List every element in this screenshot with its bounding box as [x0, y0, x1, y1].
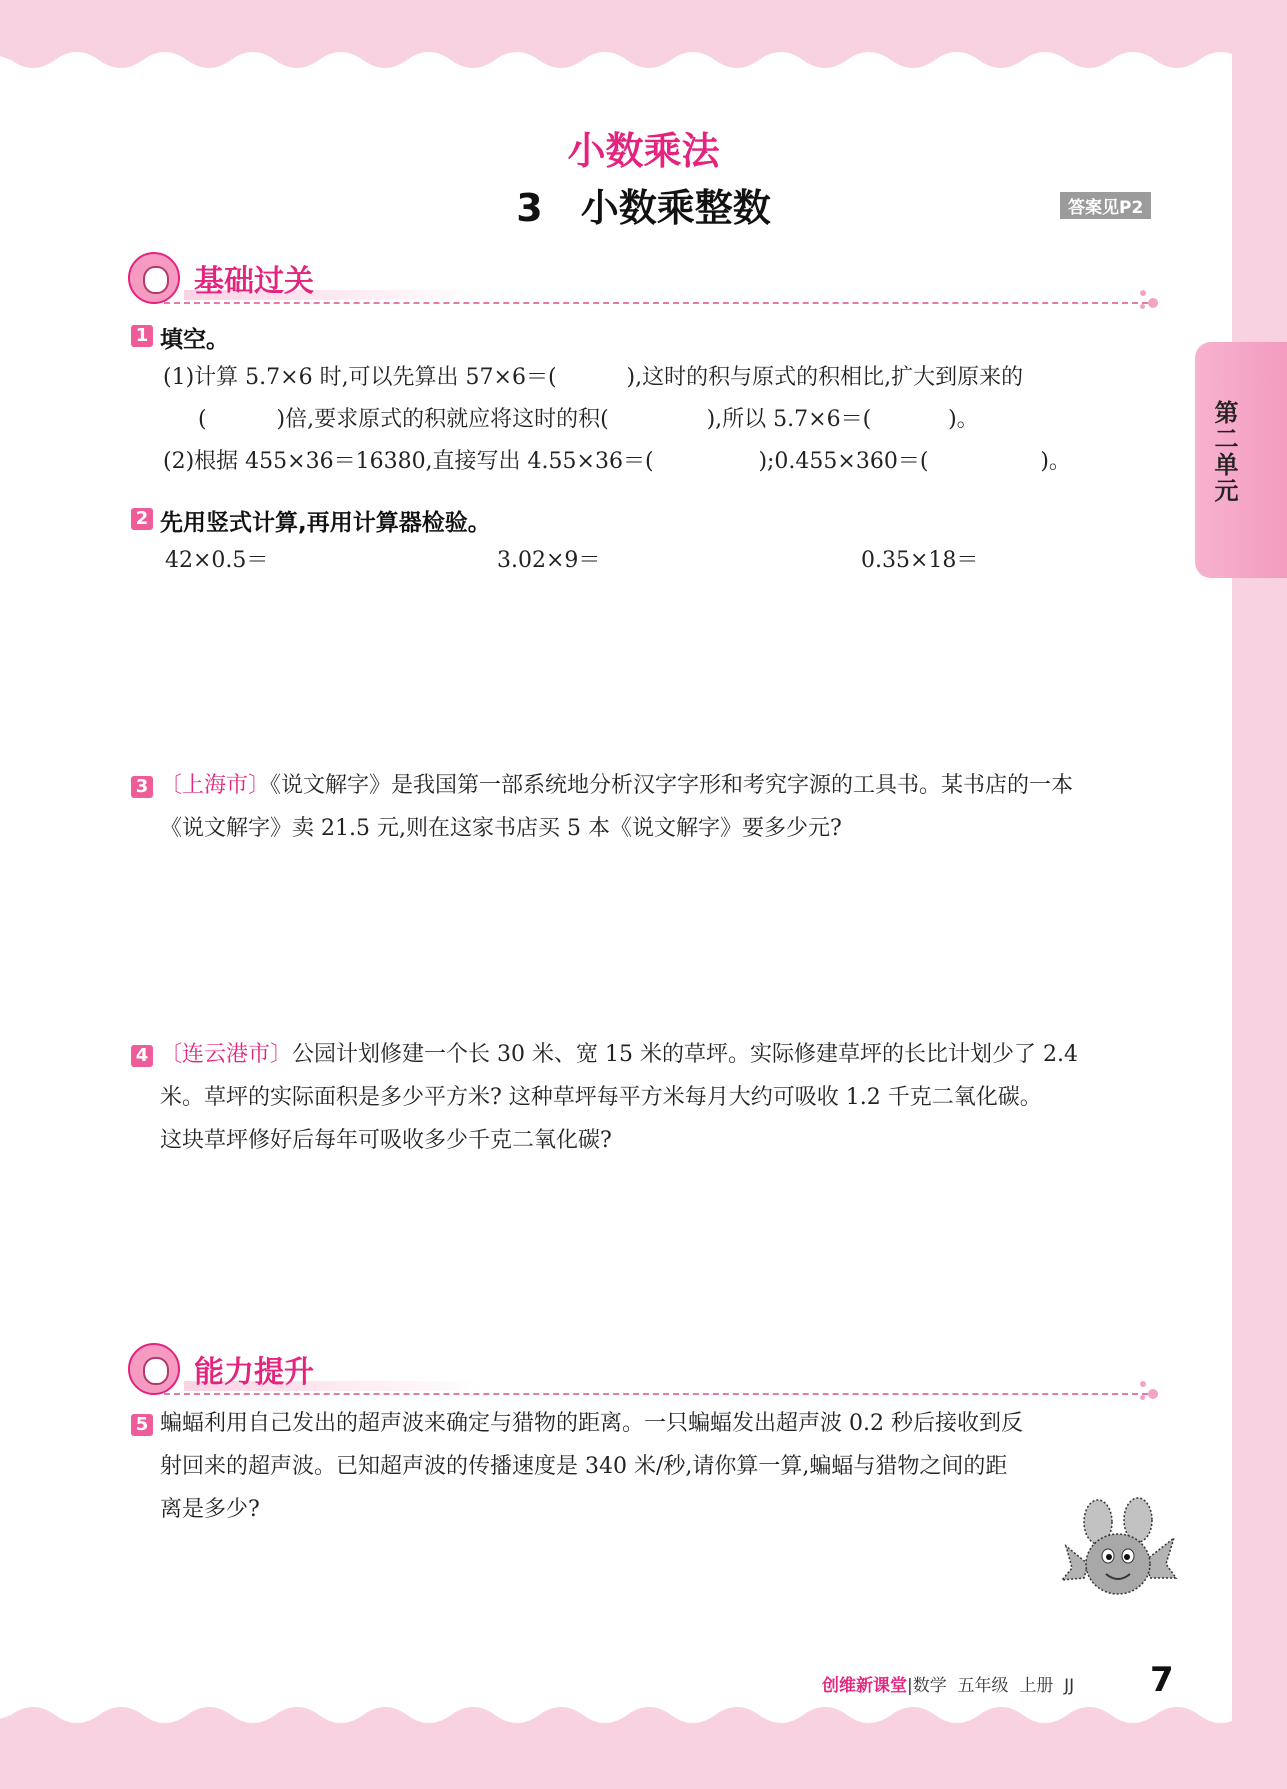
q2-expression-3: 0.35×18＝ [861, 548, 979, 573]
q1-line-1: (1)计算 5.7×6 时,可以先算出 57×6＝( ),这时的积与原式的积相比,扩大到原来的 [163, 365, 1024, 390]
q3-region-tag: 〔上海市〕 [160, 773, 271, 798]
q2-expression-2: 3.02×9＝ [497, 548, 601, 573]
question-1-prompt: 填空。 [160, 327, 229, 353]
monkey-avatar-icon [128, 1343, 180, 1395]
dots-decoration-icon [1140, 290, 1168, 314]
lesson-title: 3 小数乘整数 [516, 186, 771, 230]
bat-illustration-icon [1058, 1494, 1178, 1604]
answer-reference-badge: 答案见P2 [1060, 192, 1151, 219]
q4-line-1-text: 公园计划修建一个长 30 米、宽 15 米的草坪。实际修建草坪的长比计划少了 2.4 [292, 1042, 1078, 1067]
q5-line-3: 离是多少? [160, 1497, 260, 1522]
question-number-4: 4 [131, 1045, 153, 1067]
question-number-3: 3 [131, 776, 153, 798]
question-number-5: 5 [131, 1414, 153, 1436]
q3-line-2: 《说文解字》卖 21.5 元,则在这家书店买 5 本《说文解字》要多少元? [160, 816, 842, 841]
top-wave-border [0, 0, 1287, 90]
question-number-2: 2 [131, 508, 153, 530]
bottom-wave-border [0, 1699, 1287, 1789]
q4-line-3: 这块草坪修好后每年可吸收多少千克二氧化碳? [160, 1128, 612, 1153]
q1-line-3: (2)根据 455×36＝16380,直接写出 4.55×36＝( );0.455×360＝( )。 [163, 449, 1071, 474]
q2-expression-1: 42×0.5＝ [165, 548, 269, 573]
right-wave-border [1217, 0, 1287, 1789]
q3-line-1 [160, 771, 1073, 801]
question-number-1: 1 [131, 325, 153, 347]
chapter-title: 小数乘法 [567, 129, 720, 173]
q5-line-1: 蝙蝠利用自己发出的超声波来确定与猎物的距离。一只蝙蝠发出超声波 0.2 秒后接收到反 [160, 1411, 1023, 1436]
q4-line-2: 米。草坪的实际面积是多少平方米? 这种草坪每平方米每月大约可吸收 1.2 千克二氧化碳。 [160, 1085, 1042, 1110]
dashed-divider [164, 1393, 1158, 1395]
q3-line-1-text: 《说文解字》是我国第一部系统地分析汉字字形和考究字源的工具书。某书店的一本 [270, 773, 1074, 798]
monkey-avatar-icon [128, 252, 180, 304]
q5-line-2: 射回来的超声波。已知超声波的传播速度是 340 米/秒,请你算一算,蝙蝠与猎物之间的距 [160, 1454, 1008, 1479]
q4-line-1 [160, 1040, 1078, 1070]
footer-brand: 创维新课堂 [822, 1676, 907, 1696]
page-number: 7 [1150, 1660, 1174, 1700]
section-basic-title: 基础过关 [194, 264, 314, 299]
question-2-prompt: 先用竖式计算,再用计算器检验。 [160, 510, 491, 536]
footer-info [822, 1671, 1074, 1696]
dashed-divider [164, 302, 1158, 304]
section-advanced [128, 1343, 1168, 1403]
q1-line-2: ( )倍,要求原式的积就应将这时的积( ),所以 5.7×6＝( )。 [198, 407, 979, 432]
unit-side-tab-label: 第二单元 [1210, 400, 1238, 504]
section-advanced-title: 能力提升 [194, 1355, 314, 1390]
dots-decoration-icon [1140, 1381, 1168, 1405]
q4-region-tag: 〔连云港市〕 [160, 1042, 293, 1067]
footer-book-info: |数学 五年级 上册 JJ [907, 1676, 1075, 1696]
section-basic [128, 252, 1168, 312]
